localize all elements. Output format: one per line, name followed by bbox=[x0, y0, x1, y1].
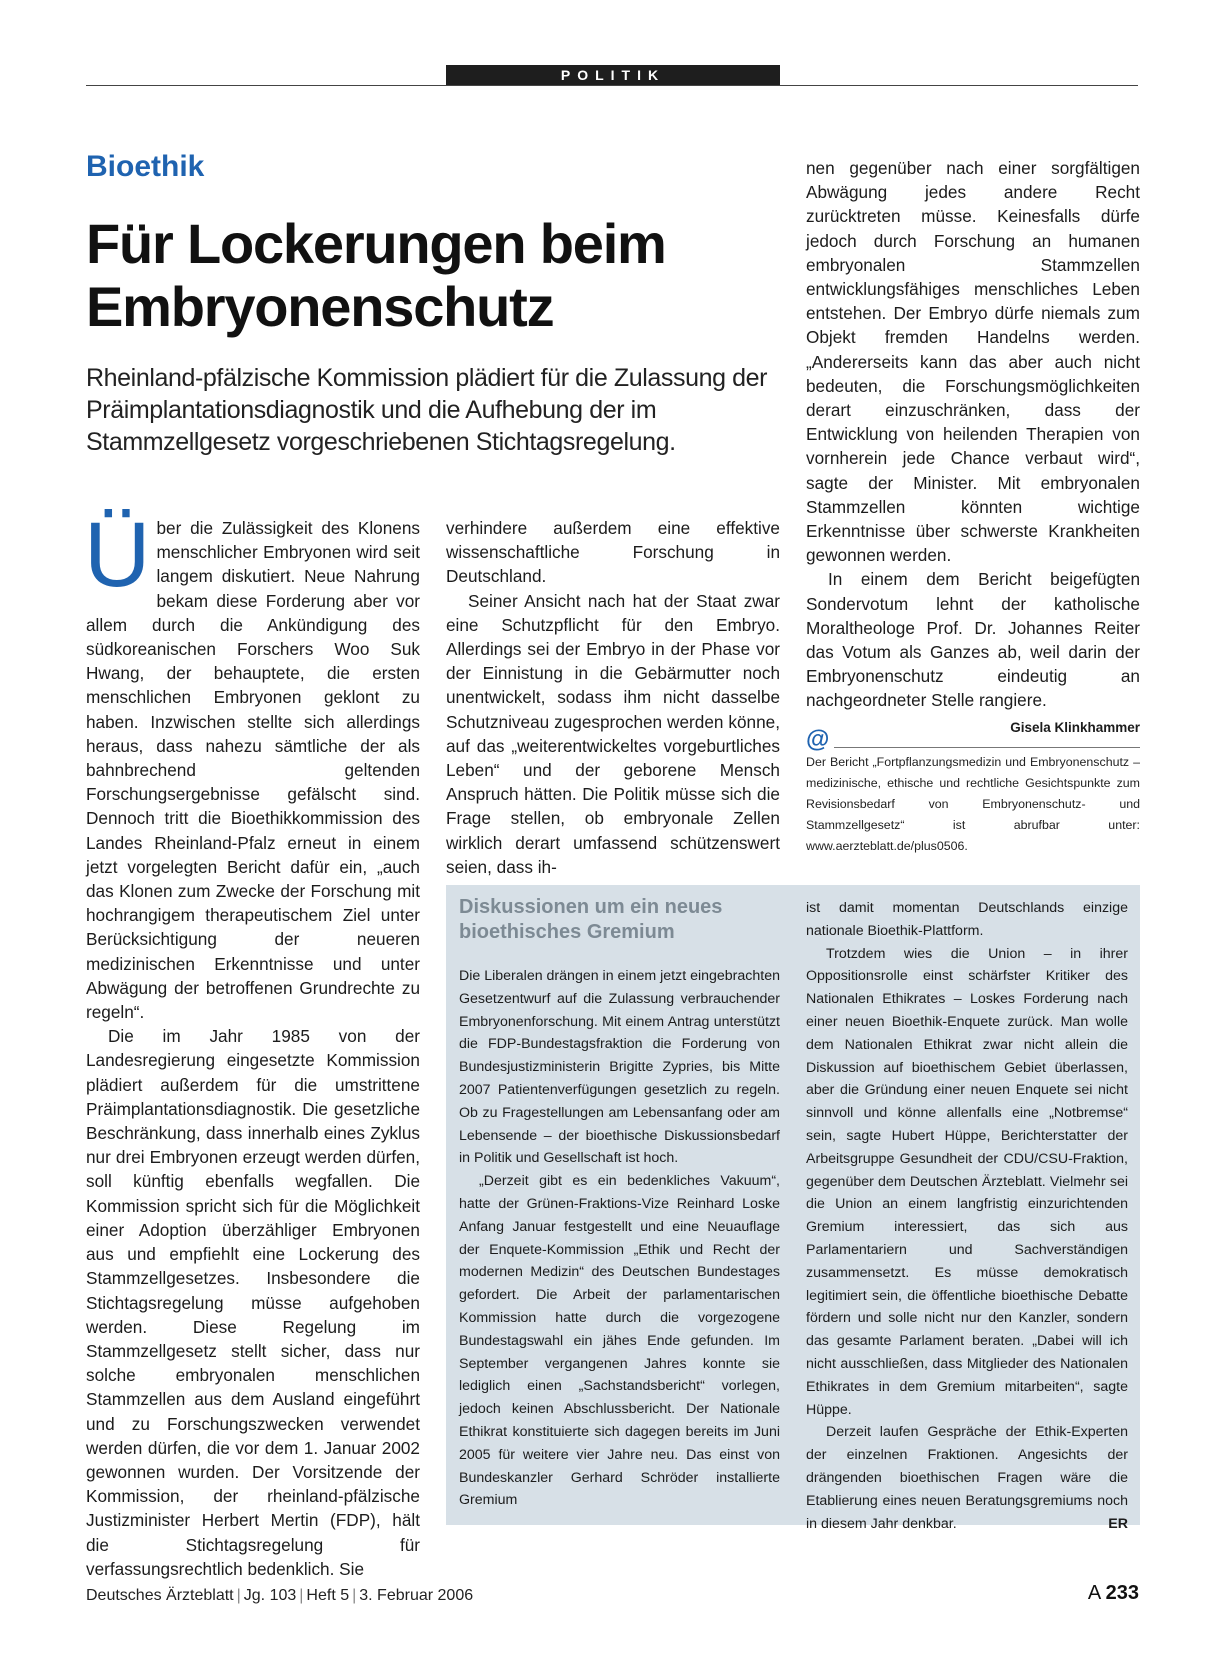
article-column-3 bbox=[806, 156, 1140, 740]
section-label: POLITIK bbox=[446, 65, 780, 85]
footer-citation bbox=[86, 1587, 473, 1605]
box-paragraph: Die Liberalen drängen in einem jetzt eingebrachten Gesetzentwurf auf die Zulassung verbrauchender Embryonenforschung. Mit einem Antrag unterstützt die FDP-Bundestagsfraktion die Forderung von Bundesjustizministerin Brigitte Zypries, bis Mitte 2007 Patientenverfügungen gesetzlich zu regeln. Ob zu Fragestellungen am Lebensanfang oder am Lebensende – der bioethische Diskussionsbedarf in Politik und Gesellschaft ist hoch. bbox=[459, 968, 781, 1167]
footer-date: 3. Februar 2006 bbox=[359, 1587, 474, 1604]
box-author: ER bbox=[1108, 1515, 1128, 1532]
article-column-1 bbox=[84, 504, 420, 1581]
page-number-value: 233 bbox=[1105, 1582, 1139, 1604]
footer-separator: | bbox=[299, 1587, 304, 1604]
footer-separator: | bbox=[352, 1587, 357, 1604]
page-number bbox=[1088, 1582, 1139, 1605]
article-paragraph: nen gegenüber nach einer sorgfältigen Abwägung jedes andere Recht zurücktreten müsse. Keinesfalls dürfe jedoch durch Forschung an humanen embryonalen Stammzellen entwicklungsfähiges menschliches Leben entstehen. Der Embryo dürfe niemals zum Objekt fremden Handelns werden. „Andererseits kann das aber auch nicht bedeuten, die Forschungsmöglichkeiten derart einzuschränken, dass der Entwicklung von heilenden Therapien von vornherein jede Chance verbaut wird“, sagte der Minister. Mit embryonalen Stammzellen könnten wichtige Erkenntnisse über schwerste Krankheiten gewonnen werden. bbox=[806, 158, 1140, 566]
footer-journal: Deutsches Ärzteblatt bbox=[86, 1587, 234, 1604]
box-paragraph: Trotzdem wies die Union – in ihrer Oppositionsrolle einst schärfster Kritiker des Nationalen Ethikrates – Loskes Forderung nach einer neuen Bioethik-Enquete zurück. Man wolle dem Nationalen Ethikrat zwar nicht allein die Diskussion auf bioethischem Gebiet überlassen, aber die Gründung einer neuen Enquete sei nicht sinnvoll und könne allenfalls eine „Notbremse“ sein, sagte Hubert Hüppe, Berichterstatter der Arbeitsgruppe Gesundheit der CDU/CSU-Fraktion, gegenüber dem Deutschen Ärzteblatt. Vielmehr sei die Union an einem langfristig einzurichtenden Gremium interessiert, das sich aus Parlamentariern und Sachverständigen zusammensetzt. Es müsse demokratisch legitimiert sein, die öffentliche bioethische Debatte fördern und solle nicht nur den Kanzler, sondern das gesamte Parlament beraten. „Dabei will ich nicht ausschließen, dass Mitglieder des Nationalen Ethikrates in dem Gremium mitarbeiten“, sagte Hüppe. bbox=[806, 945, 1128, 1418]
web-note bbox=[806, 752, 1140, 857]
article-author: Gisela Klinkhammer bbox=[1010, 719, 1140, 735]
article-column-2 bbox=[446, 516, 780, 879]
box-paragraph-text: Derzeit laufen Gespräche der Ethik-Experten der einzelnen Fraktionen. Angesichts der drängenden bioethischen Fragen wäre die Etablierung eines neuen Beratungsgremiums noch in diesem Jahr denkbar. bbox=[806, 1424, 1128, 1532]
article-paragraph bbox=[84, 504, 420, 1024]
footer-separator: | bbox=[236, 1587, 241, 1604]
footer-issue: Heft 5 bbox=[306, 1587, 350, 1604]
article-paragraph: Die im Jahr 1985 von der Landesregierung eingesetzte Kommission plädiert außerdem für die umstrittene Präimplantationsdiagnostik. Die gesetzliche Beschränkung, dass innerhalb eines Zyklus nur drei Embryonen erzeugt werden dürfen, soll künftig ebenfalls wegfallen. Die Kommission spricht sich für die Möglichkeit einer Adoption überzähliger Embryonen aus und empfiehlt eine Lockerung des Stammzellgesetzes. Insbesondere die Stichtagsregelung müsse aufgehoben werden. Diese Regelung im Stammzellgesetz stellt sicher, dass nur solche embryonalen menschlichen Stammzellen aus dem Ausland eingeführt und zu Forschungszwecken verwendet werden dürfen, die vor dem 1. Januar 2002 gewonnen wurden. Der Vorsitzende der Kommission, der rheinland-pfälzische Justizminister Herbert Mertin (FDP), hält die Stichtagsregelung für verfassungsrechtlich bedenklich. Sie bbox=[86, 1026, 420, 1579]
article-paragraph: verhindere außerdem eine effektive wissenschaftliche Forschung in Deutschland. bbox=[446, 518, 780, 587]
article-kicker: Bioethik bbox=[86, 150, 205, 183]
article-headline: Für Lockerungen beim Embryonenschutz bbox=[86, 212, 666, 338]
web-note-rule bbox=[834, 747, 1140, 748]
footer-volume: Jg. 103 bbox=[243, 1587, 297, 1604]
sidebar-box-column-2 bbox=[806, 897, 1128, 1535]
drop-cap: Ü bbox=[84, 504, 151, 606]
header-rule bbox=[86, 85, 1138, 86]
sidebar-box-title: Diskussionen um ein neues bioethisches Gremium bbox=[459, 896, 723, 943]
article-paragraph-text: ber die Zulässigkeit des Klonens menschlicher Embryonen wird seit langem diskutiert. Neue Nahrung bekam diese Forderung aber vor allem durch die Ankündigung des südkoreanischen Forschers Woo Suk Hwang, der behauptete, die ersten menschlichen Embryonen geklont zu haben. Inzwischen stellte sich allerdings heraus, dass nahezu sämtliche der als bahnbrechend geltenden Forschungsergebnisse gefälscht sind. Dennoch tritt die Bioethikkommission des Landes Rheinland-Pfalz erneut in einem jetzt vorgelegten Bericht dafür ein, „auch das Klonen zum Zwecke der Forschung mit hochrangigem therapeutischem Ziel unter Berücksichtigung der neueren medizinischen Erkenntnisse und unter Abwägung der betroffenen Grundrechte zu regeln“. bbox=[86, 518, 420, 1023]
article-paragraph: Seiner Ansicht nach hat der Staat zwar eine Schutzpflicht für den Embryo. Allerdings sei der Embryo in der Phase vor der Einnistung in die Gebärmutter noch unentwickelt, sodass ihm nicht dasselbe Schutzniveau zugesprochen werden könne, auf das „weiterentwickeltes vorgeburtliches Leben“ und der geborene Mensch Anspruch hätten. Die Politik müsse sich die Frage stellen, ob embryonale Zellen wirklich derart umfassend schützenswert seien, dass ih- bbox=[446, 590, 780, 877]
article-lede: Rheinland-pfälzische Kommission plädiert für die Zulassung der Präimplantationsdiagnostik und die Aufhebung der im Stammzellgesetz vorgeschriebenen Stichtagsregelung. bbox=[86, 364, 768, 456]
box-paragraph: „Derzeit gibt es ein bedenkliches Vakuum“, hatte der Grünen-Fraktions-Vize Reinhard Loske Anfang Januar festgestellt und eine Neuauflage der Enquete-Kommission „Ethik und Recht der modernen Medizin“ des Deutschen Bundestages gefordert. Die Arbeit der parlamentarischen Kommission hatte durch die vorgezogene Bundestagswahl ein jähes Ende gefunden. Im September vergangenen Jahres konnte sie lediglich einen „Sachstandsbericht“ vorlegen, jedoch keinen Abschlussbericht. Der Nationale Ethikrat konstituierte sich dagegen bereits im Juni 2005 für weitere vier Jahre neu. Das einst von Bundeskanzler Gerhard Schröder installierte Gremium bbox=[459, 1173, 780, 1509]
article-paragraph-text: In einem dem Bericht beigefügten Sondervotum lehnt der katholische Moraltheologe Prof. Dr. Johannes Reiter das Votum als Ganzes ab, weil darin der Embryonenschutz eindeutig an nachgeordneter Stelle rangiere. bbox=[806, 569, 1140, 711]
sidebar-box-column-1 bbox=[459, 965, 780, 1512]
at-sign-icon: @ bbox=[806, 726, 830, 753]
web-note-text: Der Bericht „Fortpflanzungsmedizin und Embryonenschutz – medizinische, ethische und rechtliche Gesichtspunkte zum Revisionsbedarf von Embryonenschutz- und Stammzellgesetz“ ist abrufbar unter: www.aerzteblatt.de/plus0506. bbox=[806, 755, 1140, 853]
page-prefix: A bbox=[1087, 1582, 1101, 1604]
box-paragraph bbox=[806, 1421, 1128, 1535]
article-paragraph bbox=[806, 567, 1140, 735]
box-paragraph: ist damit momentan Deutschlands einzige nationale Bioethik-Plattform. bbox=[806, 900, 1128, 939]
